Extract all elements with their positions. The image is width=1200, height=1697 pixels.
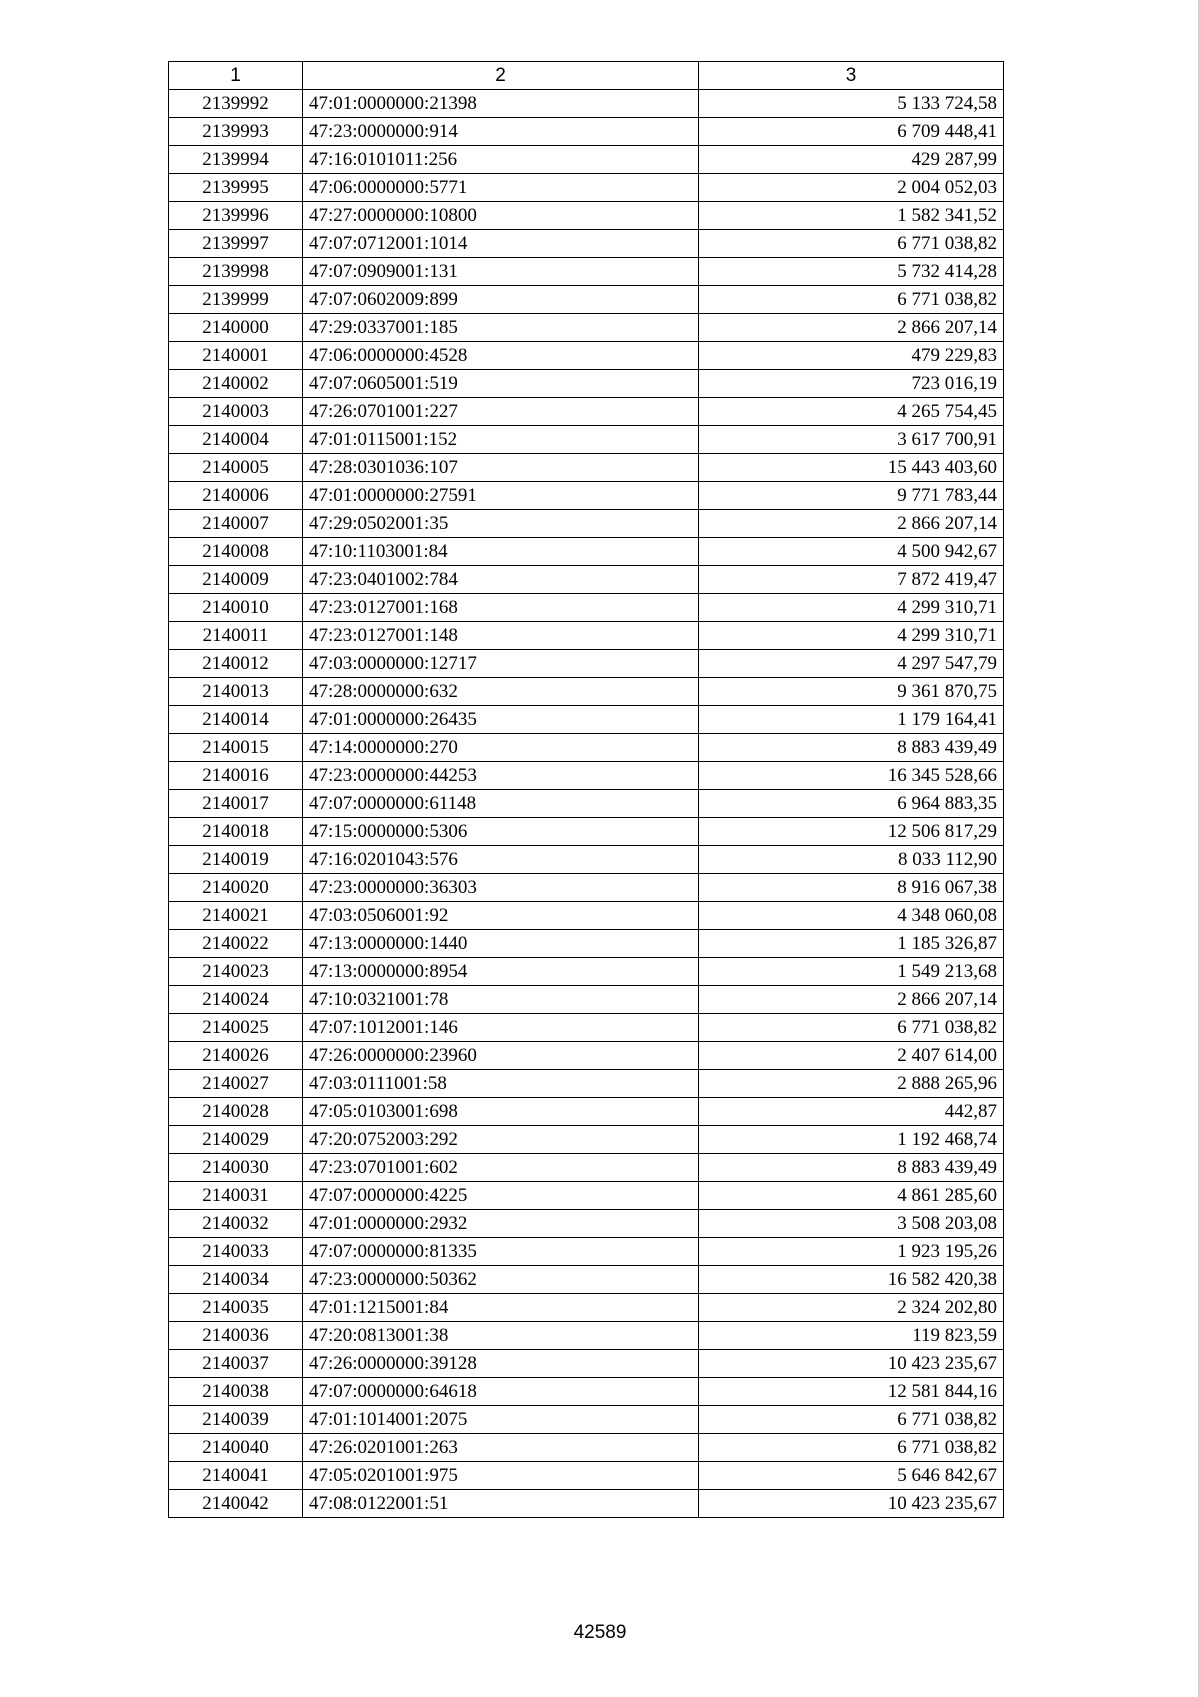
value-cell: 4 297 547,79 <box>699 650 1004 678</box>
table-row <box>169 1350 1004 1378</box>
value-cell: 8 883 439,49 <box>699 734 1004 762</box>
table-row <box>169 1434 1004 1462</box>
cadastral-number-cell: 47:27:0000000:10800 <box>303 202 699 230</box>
cadastral-number-cell: 47:07:0602009:899 <box>303 286 699 314</box>
value-cell: 2 407 614,00 <box>699 1042 1004 1070</box>
cadastral-number-cell: 47:01:0000000:21398 <box>303 90 699 118</box>
table-row <box>169 846 1004 874</box>
table-row <box>169 202 1004 230</box>
value-cell: 12 581 844,16 <box>699 1378 1004 1406</box>
header-row <box>169 62 1004 90</box>
table-row <box>169 902 1004 930</box>
value-cell: 6 771 038,82 <box>699 1014 1004 1042</box>
table-row <box>169 762 1004 790</box>
row-number-cell: 2140037 <box>169 1350 303 1378</box>
column-header-1: 1 <box>169 62 303 90</box>
table-row <box>169 482 1004 510</box>
cadastral-number-cell: 47:23:0127001:148 <box>303 622 699 650</box>
table-row <box>169 538 1004 566</box>
cadastral-number-cell: 47:08:0122001:51 <box>303 1490 699 1518</box>
row-number-cell: 2140003 <box>169 398 303 426</box>
value-cell: 1 185 326,87 <box>699 930 1004 958</box>
row-number-cell: 2140023 <box>169 958 303 986</box>
value-cell: 5 646 842,67 <box>699 1462 1004 1490</box>
value-cell: 8 033 112,90 <box>699 846 1004 874</box>
row-number-cell: 2140027 <box>169 1070 303 1098</box>
value-cell: 5 732 414,28 <box>699 258 1004 286</box>
value-cell: 723 016,19 <box>699 370 1004 398</box>
value-cell: 10 423 235,67 <box>699 1490 1004 1518</box>
cadastral-number-cell: 47:29:0502001:35 <box>303 510 699 538</box>
row-number-cell: 2140031 <box>169 1182 303 1210</box>
row-number-cell: 2140028 <box>169 1098 303 1126</box>
cadastral-number-cell: 47:10:0321001:78 <box>303 986 699 1014</box>
cadastral-number-cell: 47:01:0000000:26435 <box>303 706 699 734</box>
value-cell: 10 423 235,67 <box>699 1350 1004 1378</box>
value-cell: 8 916 067,38 <box>699 874 1004 902</box>
value-cell: 4 348 060,08 <box>699 902 1004 930</box>
cadastral-number-cell: 47:07:0000000:64618 <box>303 1378 699 1406</box>
row-number-cell: 2140029 <box>169 1126 303 1154</box>
value-cell: 9 771 783,44 <box>699 482 1004 510</box>
row-number-cell: 2139999 <box>169 286 303 314</box>
value-cell: 3 508 203,08 <box>699 1210 1004 1238</box>
row-number-cell: 2140005 <box>169 454 303 482</box>
value-cell: 1 582 341,52 <box>699 202 1004 230</box>
row-number-cell: 2140042 <box>169 1490 303 1518</box>
table-row <box>169 706 1004 734</box>
value-cell: 2 866 207,14 <box>699 314 1004 342</box>
table-body <box>169 90 1004 1518</box>
cadastral-number-cell: 47:03:0000000:12717 <box>303 650 699 678</box>
value-cell: 4 861 285,60 <box>699 1182 1004 1210</box>
table-row <box>169 454 1004 482</box>
cadastral-number-cell: 47:26:0000000:23960 <box>303 1042 699 1070</box>
row-number-cell: 2140034 <box>169 1266 303 1294</box>
cadastral-number-cell: 47:23:0401002:784 <box>303 566 699 594</box>
value-cell: 2 324 202,80 <box>699 1294 1004 1322</box>
table-row <box>169 1210 1004 1238</box>
row-number-cell: 2140021 <box>169 902 303 930</box>
row-number-cell: 2139994 <box>169 146 303 174</box>
cadastral-number-cell: 47:23:0127001:168 <box>303 594 699 622</box>
row-number-cell: 2140006 <box>169 482 303 510</box>
cadastral-number-cell: 47:28:0301036:107 <box>303 454 699 482</box>
table-row <box>169 230 1004 258</box>
table-row <box>169 510 1004 538</box>
value-cell: 1 923 195,26 <box>699 1238 1004 1266</box>
table-row <box>169 1126 1004 1154</box>
value-cell: 9 361 870,75 <box>699 678 1004 706</box>
row-number-cell: 2140009 <box>169 566 303 594</box>
cadastral-number-cell: 47:06:0000000:5771 <box>303 174 699 202</box>
table-row <box>169 370 1004 398</box>
table-row <box>169 622 1004 650</box>
cadastral-number-cell: 47:23:0701001:602 <box>303 1154 699 1182</box>
cadastral-number-cell: 47:16:0101011:256 <box>303 146 699 174</box>
value-cell: 6 771 038,82 <box>699 286 1004 314</box>
cadastral-number-cell: 47:23:0000000:36303 <box>303 874 699 902</box>
table-row <box>169 1406 1004 1434</box>
cadastral-number-cell: 47:07:0712001:1014 <box>303 230 699 258</box>
row-number-cell: 2140017 <box>169 790 303 818</box>
row-number-cell: 2140041 <box>169 1462 303 1490</box>
row-number-cell: 2140032 <box>169 1210 303 1238</box>
row-number-cell: 2140038 <box>169 1378 303 1406</box>
value-cell: 2 004 052,03 <box>699 174 1004 202</box>
value-cell: 12 506 817,29 <box>699 818 1004 846</box>
value-cell: 442,87 <box>699 1098 1004 1126</box>
table-row <box>169 958 1004 986</box>
row-number-cell: 2140001 <box>169 342 303 370</box>
row-number-cell: 2140002 <box>169 370 303 398</box>
table-row <box>169 874 1004 902</box>
row-number-cell: 2140013 <box>169 678 303 706</box>
cadastral-number-cell: 47:03:0506001:92 <box>303 902 699 930</box>
table-row <box>169 90 1004 118</box>
column-header-3: 3 <box>699 62 1004 90</box>
value-cell: 16 582 420,38 <box>699 1266 1004 1294</box>
row-number-cell: 2140019 <box>169 846 303 874</box>
table-row <box>169 1154 1004 1182</box>
row-number-cell: 2140039 <box>169 1406 303 1434</box>
table-row <box>169 286 1004 314</box>
table-row <box>169 258 1004 286</box>
value-cell: 15 443 403,60 <box>699 454 1004 482</box>
table-row <box>169 986 1004 1014</box>
table-row <box>169 174 1004 202</box>
table-row <box>169 1070 1004 1098</box>
value-cell: 6 771 038,82 <box>699 1434 1004 1462</box>
cadastral-number-cell: 47:26:0000000:39128 <box>303 1350 699 1378</box>
row-number-cell: 2140035 <box>169 1294 303 1322</box>
row-number-cell: 2140033 <box>169 1238 303 1266</box>
value-cell: 4 299 310,71 <box>699 622 1004 650</box>
table-row <box>169 734 1004 762</box>
table-row <box>169 1238 1004 1266</box>
cadastral-number-cell: 47:26:0201001:263 <box>303 1434 699 1462</box>
value-cell: 8 883 439,49 <box>699 1154 1004 1182</box>
value-cell: 4 299 310,71 <box>699 594 1004 622</box>
value-cell: 7 872 419,47 <box>699 566 1004 594</box>
value-cell: 6 771 038,82 <box>699 1406 1004 1434</box>
cadastral-number-cell: 47:01:1014001:2075 <box>303 1406 699 1434</box>
row-number-cell: 2140024 <box>169 986 303 1014</box>
row-number-cell: 2140036 <box>169 1322 303 1350</box>
row-number-cell: 2139993 <box>169 118 303 146</box>
table-row <box>169 1182 1004 1210</box>
value-cell: 1 179 164,41 <box>699 706 1004 734</box>
value-cell: 4 265 754,45 <box>699 398 1004 426</box>
cadastral-number-cell: 47:23:0000000:914 <box>303 118 699 146</box>
row-number-cell: 2140030 <box>169 1154 303 1182</box>
value-cell: 2 866 207,14 <box>699 986 1004 1014</box>
cadastral-number-cell: 47:15:0000000:5306 <box>303 818 699 846</box>
table-row <box>169 1098 1004 1126</box>
row-number-cell: 2140000 <box>169 314 303 342</box>
row-number-cell: 2140014 <box>169 706 303 734</box>
row-number-cell: 2140020 <box>169 874 303 902</box>
value-cell: 5 133 724,58 <box>699 90 1004 118</box>
table-row <box>169 314 1004 342</box>
cadastral-number-cell: 47:07:0000000:4225 <box>303 1182 699 1210</box>
table-row <box>169 1014 1004 1042</box>
cadastral-number-cell: 47:05:0201001:975 <box>303 1462 699 1490</box>
data-table <box>168 61 1004 1518</box>
table-row <box>169 566 1004 594</box>
cadastral-number-cell: 47:26:0701001:227 <box>303 398 699 426</box>
table-row <box>169 678 1004 706</box>
cadastral-number-cell: 47:23:0000000:50362 <box>303 1266 699 1294</box>
cadastral-number-cell: 47:01:1215001:84 <box>303 1294 699 1322</box>
value-cell: 1 549 213,68 <box>699 958 1004 986</box>
value-cell: 2 888 265,96 <box>699 1070 1004 1098</box>
row-number-cell: 2140008 <box>169 538 303 566</box>
table-row <box>169 426 1004 454</box>
cadastral-number-cell: 47:01:0000000:27591 <box>303 482 699 510</box>
column-header-2: 2 <box>303 62 699 90</box>
cadastral-number-cell: 47:20:0813001:38 <box>303 1322 699 1350</box>
value-cell: 429 287,99 <box>699 146 1004 174</box>
row-number-cell: 2140004 <box>169 426 303 454</box>
cadastral-number-cell: 47:20:0752003:292 <box>303 1126 699 1154</box>
table-row <box>169 342 1004 370</box>
table-row <box>169 790 1004 818</box>
row-number-cell: 2140018 <box>169 818 303 846</box>
cadastral-number-cell: 47:29:0337001:185 <box>303 314 699 342</box>
table-row <box>169 1490 1004 1518</box>
value-cell: 16 345 528,66 <box>699 762 1004 790</box>
table-row <box>169 930 1004 958</box>
row-number-cell: 2140026 <box>169 1042 303 1070</box>
cadastral-number-cell: 47:03:0111001:58 <box>303 1070 699 1098</box>
value-cell: 479 229,83 <box>699 342 1004 370</box>
row-number-cell: 2140022 <box>169 930 303 958</box>
table-row <box>169 650 1004 678</box>
value-cell: 3 617 700,91 <box>699 426 1004 454</box>
table-row <box>169 1322 1004 1350</box>
cadastral-number-cell: 47:05:0103001:698 <box>303 1098 699 1126</box>
table-row <box>169 818 1004 846</box>
row-number-cell: 2140007 <box>169 510 303 538</box>
value-cell: 6 771 038,82 <box>699 230 1004 258</box>
page-number: 42589 <box>573 1622 627 1643</box>
row-number-cell: 2140015 <box>169 734 303 762</box>
table-row <box>169 1266 1004 1294</box>
cadastral-number-cell: 47:07:1012001:146 <box>303 1014 699 1042</box>
table-row <box>169 146 1004 174</box>
table-row <box>169 594 1004 622</box>
table-row <box>169 398 1004 426</box>
cadastral-number-cell: 47:23:0000000:44253 <box>303 762 699 790</box>
row-number-cell: 2140011 <box>169 622 303 650</box>
cadastral-number-cell: 47:13:0000000:1440 <box>303 930 699 958</box>
cadastral-number-cell: 47:07:0909001:131 <box>303 258 699 286</box>
row-number-cell: 2140016 <box>169 762 303 790</box>
cadastral-number-cell: 47:06:0000000:4528 <box>303 342 699 370</box>
table-row <box>169 1462 1004 1490</box>
row-number-cell: 2139996 <box>169 202 303 230</box>
row-number-cell: 2139997 <box>169 230 303 258</box>
row-number-cell: 2140025 <box>169 1014 303 1042</box>
table-row <box>169 118 1004 146</box>
cadastral-number-cell: 47:13:0000000:8954 <box>303 958 699 986</box>
cadastral-number-cell: 47:07:0605001:519 <box>303 370 699 398</box>
row-number-cell: 2139992 <box>169 90 303 118</box>
table-row <box>169 1378 1004 1406</box>
row-number-cell: 2140040 <box>169 1434 303 1462</box>
cadastral-number-cell: 47:14:0000000:270 <box>303 734 699 762</box>
value-cell: 2 866 207,14 <box>699 510 1004 538</box>
cadastral-number-cell: 47:28:0000000:632 <box>303 678 699 706</box>
row-number-cell: 2140010 <box>169 594 303 622</box>
cadastral-number-cell: 47:07:0000000:61148 <box>303 790 699 818</box>
cadastral-number-cell: 47:01:0115001:152 <box>303 426 699 454</box>
cadastral-number-cell: 47:10:1103001:84 <box>303 538 699 566</box>
value-cell: 6 964 883,35 <box>699 790 1004 818</box>
cadastral-number-cell: 47:01:0000000:2932 <box>303 1210 699 1238</box>
value-cell: 6 709 448,41 <box>699 118 1004 146</box>
value-cell: 1 192 468,74 <box>699 1126 1004 1154</box>
value-cell: 4 500 942,67 <box>699 538 1004 566</box>
cadastral-number-cell: 47:16:0201043:576 <box>303 846 699 874</box>
cadastral-number-cell: 47:07:0000000:81335 <box>303 1238 699 1266</box>
row-number-cell: 2140012 <box>169 650 303 678</box>
row-number-cell: 2139998 <box>169 258 303 286</box>
table-row <box>169 1294 1004 1322</box>
table-row <box>169 1042 1004 1070</box>
value-cell: 119 823,59 <box>699 1322 1004 1350</box>
row-number-cell: 2139995 <box>169 174 303 202</box>
